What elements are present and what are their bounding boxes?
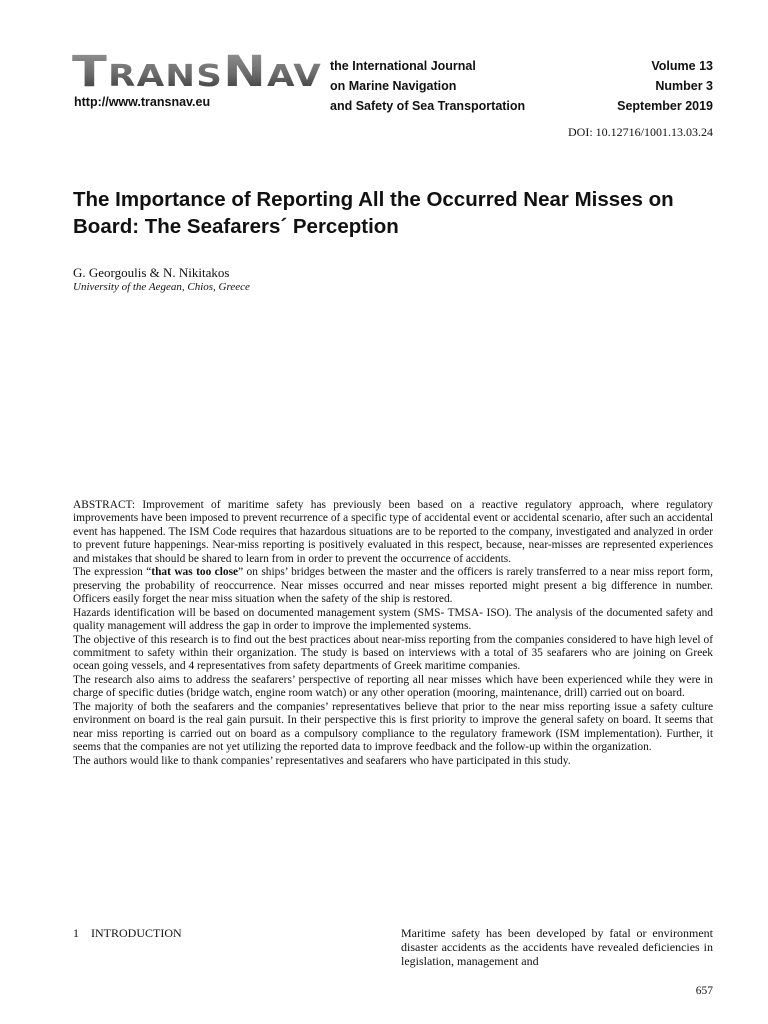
section-heading [73, 926, 182, 941]
abstract [73, 499, 713, 768]
logo-graphic [72, 46, 324, 94]
introduction-text: Maritime safety has been developed by fatal or environment disaster accidents as the accidents have revealed deficiencies in legislation, management and [401, 926, 713, 968]
journal-name [330, 56, 525, 116]
issue-info [617, 56, 713, 116]
abstract-paragraph: The objective of this research is to find out the best practices about near-miss reporting from the companies considered to have high level of commitment to safety within their organization. The study is based on interviews with a total of 35 seafarers who are joining on Greek ocean going vessels, and 4 representatives from safety departments of Greek maritime companies. [73, 633, 713, 673]
abstract-paragraph: Hazards identification will be based on documented management system (SMS- TMSA- ISO). The analysis of the documented safety and quality management will address the gap in order to improve the implemented systems. [73, 606, 713, 633]
abstract-paragraph [73, 566, 713, 606]
doi[interactable]: DOI: 10.12716/1001.13.03.24 [568, 125, 713, 139]
logo-wordmark: TransNav [72, 47, 322, 94]
page-number: 657 [695, 985, 713, 997]
text-span: ” on ships’ bridges between the master and the officers is rarely transferred to a near miss report form, preserving the probability of reoccurrence. Near misses occurred and near misses reported might present a big difference in number. Officers easily forget the near miss situation when the safety of the ship is restored. [73, 566, 713, 606]
volume: Volume 13 [651, 59, 713, 73]
journal-line: the International Journal [330, 59, 476, 73]
authors: G. Georgoulis & N. Nikitakos [73, 265, 230, 280]
journal-line: on Marine Navigation [330, 79, 457, 93]
abstract-paragraph: The majority of both the seafarers and the companies’ representatives believe that prior to the near miss reporting issue a safety culture environment on board is the real gain pursuit. In their perspective this is first priority to improve the general safety on board. It seems that near miss reporting is carried out on board as a compulsory compliance to the regulatory framework (ISM implementation). Further, it seems that the companies are not yet utilizing the reported data to improve feedback and the follow-up within the organization. [73, 700, 713, 754]
section-number: 1 [73, 926, 79, 940]
section-title: INTRODUCTION [91, 926, 182, 940]
issue-date: September 2019 [617, 99, 713, 113]
transnav-logo [72, 46, 324, 94]
text-span: The expression “ [73, 566, 152, 579]
journal-url[interactable]: http://www.transnav.eu [74, 95, 211, 109]
abstract-paragraph: ABSTRACT: Improvement of maritime safety has previously been based on a reactive regulatory approach, where regulatory improvements have been imposed to prevent recurrence of a specific type of accidental event or accidental scenario, after such an accidental event has happened. The ISM Code requires that hazardous situations are to be reported to the company, investigated and analyzed in order to prevent future happenings. Near-miss reporting is positively evaluated in this respect, because, near-misses are represented experiences and mistakes that should be shared to learn from in order to prevent the occurrence of accidents. [73, 499, 713, 565]
abstract-paragraph: The research also aims to address the seafarers’ perspective of reporting all near misses which have been experienced while they were in charge of specific duties (bridge watch, engine room watch) or any other operation (mooring, maintenance, drill) carried out on board. [73, 673, 713, 700]
affiliation: University of the Aegean, Chios, Greece [73, 281, 250, 293]
quoted-phrase: that was too close [151, 566, 239, 579]
article-title: The Importance of Reporting All the Occurred Near Misses on Board: The Seafarers´ Perception [73, 188, 674, 238]
issue-number: Number 3 [655, 79, 713, 93]
abstract-paragraph: The authors would like to thank companies’ representatives and seafarers who have participated in this study. [73, 754, 571, 767]
journal-line: and Safety of Sea Transportation [330, 99, 526, 113]
